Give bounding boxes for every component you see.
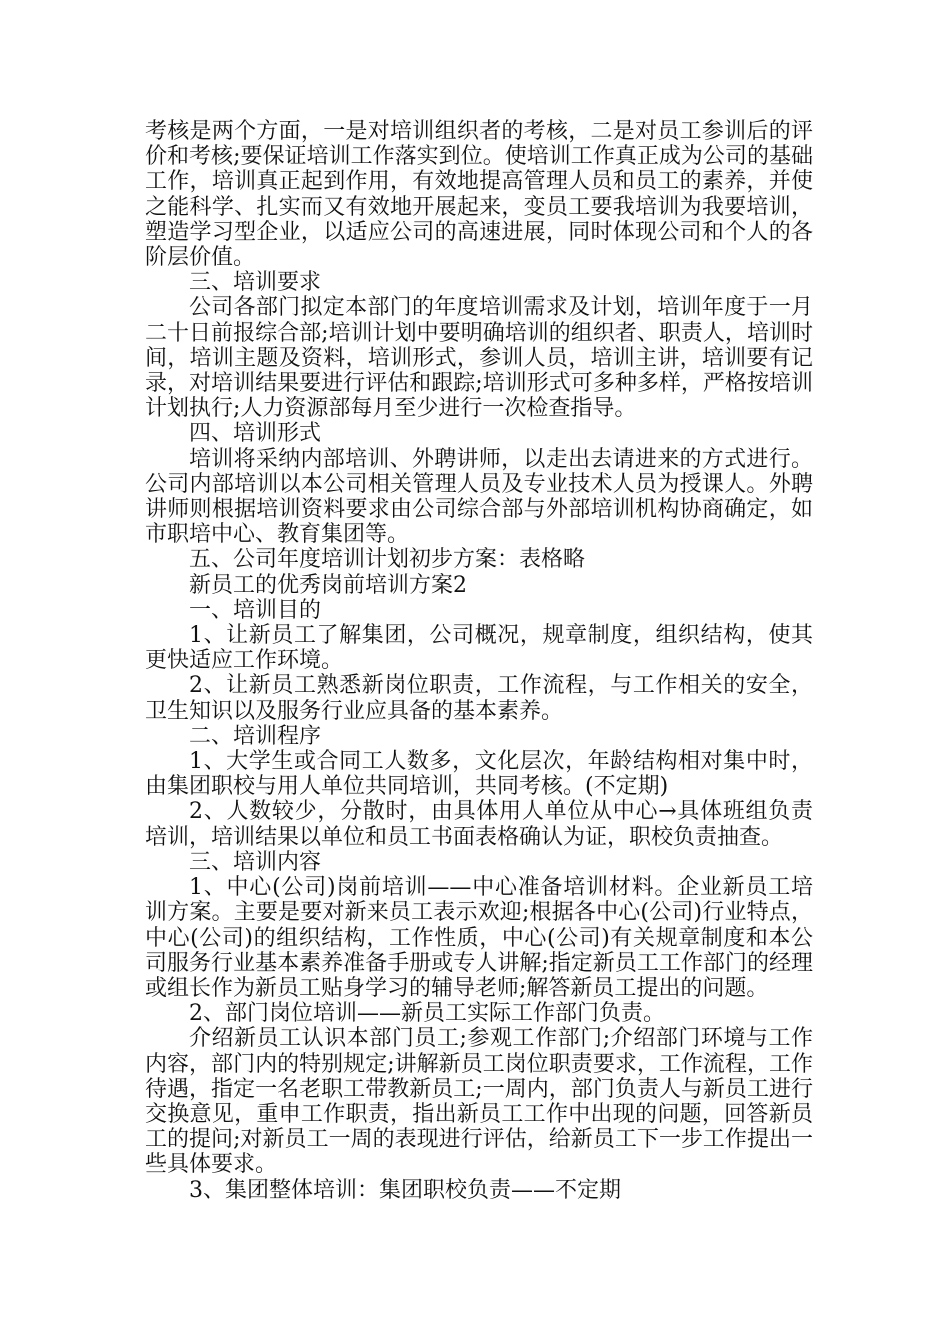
heading-training-content: 三、培训内容 [189, 849, 322, 875]
paragraph-content-2: 2、部门岗位培训——新员工实际工作部门负责。 [189, 1001, 665, 1027]
heading-training-procedure: 二、培训程序 [189, 723, 322, 749]
paragraph-intro: 考核是两个方面，一是对培训组织者的考核，二是对员工参训后的评价和考核;要保证培训工作落实到位。使培训工作真正成为公司的基础工作，培训真正起到作用，有效地提高管理人员和员工的素养，并使之能科学、扎实而又有效地开展起来，变员工要我培训为我要培训，塑造学习型企业，以适应公司的高速进展，同时体现公司和个人的各阶层价值。 [145, 119, 813, 271]
paragraph-purpose-2: 2、让新员工熟悉新岗位职责，工作流程，与工作相关的安全，卫生知识以及服务行业应具备的基本素养。 [145, 673, 813, 724]
section-title-plan-2: 新员工的优秀岗前培训方案2 [189, 572, 467, 598]
heading-training-format: 四、培训形式 [189, 421, 322, 447]
document-body [145, 119, 813, 1203]
paragraph-procedure-2: 2、人数较少，分散时，由具体用人单位从中心→具体班组负责培训，培训结果以单位和员工书面表格确认为证，职校负责抽查。 [145, 799, 813, 850]
heading-training-requirements: 三、培训要求 [189, 270, 322, 296]
paragraph-requirements: 公司各部门拟定本部门的年度培训需求及计划，培训年度于一月二十日前报综合部;培训计划中要明确培训的组织者、职责人，培训时间，培训主题及资料，培训形式，参训人员，培训主讲，培训要有记录，对培训结果要进行评估和跟踪;培训形式可多种多样，严格按培训计划执行;人力资源部每月至少进行一次检查指导。 [145, 295, 813, 422]
heading-annual-plan: 五、公司年度培训计划初步方案：表格略 [189, 547, 586, 573]
paragraph-content-1: 1、中心(公司)岗前培训——中心准备培训材料。企业新员工培训方案。主要是要对新来员工表示欢迎;根据各中心(公司)行业特点，中心(公司)的组织结构，工作性质，中心(公司)有关规章制度和本公司服务行业基本素养准备手册或专人讲解;指定新员工工作部门的经理或组长作为新员工贴身学习的辅导老师;解答新员工提出的问题。 [145, 875, 813, 1001]
heading-training-purpose: 一、培训目的 [189, 597, 322, 623]
paragraph-procedure-1: 1、大学生或合同工人数多，文化层次，年龄结构相对集中时，由集团职校与用人单位共同培训，共同考核。(不定期) [145, 749, 813, 800]
paragraph-content-3: 3、集团整体培训：集团职校负责——不定期 [189, 1177, 621, 1203]
paragraph-format: 培训将采纳内部培训、外聘讲师，以走出去请进来的方式进行。公司内部培训以本公司相关管理人员及专业技术人员为授课人。外聘讲师则根据培训资料要求由公司综合部与外部培训机构协商确定，如市职培中心、教育集团等。 [145, 446, 813, 548]
paragraph-content-2-detail: 介绍新员工认识本部门员工;参观工作部门;介绍部门环境与工作内容，部门内的特别规定;讲解新员工岗位职责要求，工作流程，工作待遇，指定一名老职工带教新员工;一周内，部门负责人与新员工进行交换意见，重申工作职责，指出新员工工作中出现的问题，回答新员工的提问;对新员工一周的表现进行评估，给新员工下一步工作提出一些具体要求。 [145, 1026, 813, 1178]
paragraph-purpose-1: 1、让新员工了解集团，公司概况，规章制度，组织结构，使其更快适应工作环境。 [145, 623, 813, 674]
